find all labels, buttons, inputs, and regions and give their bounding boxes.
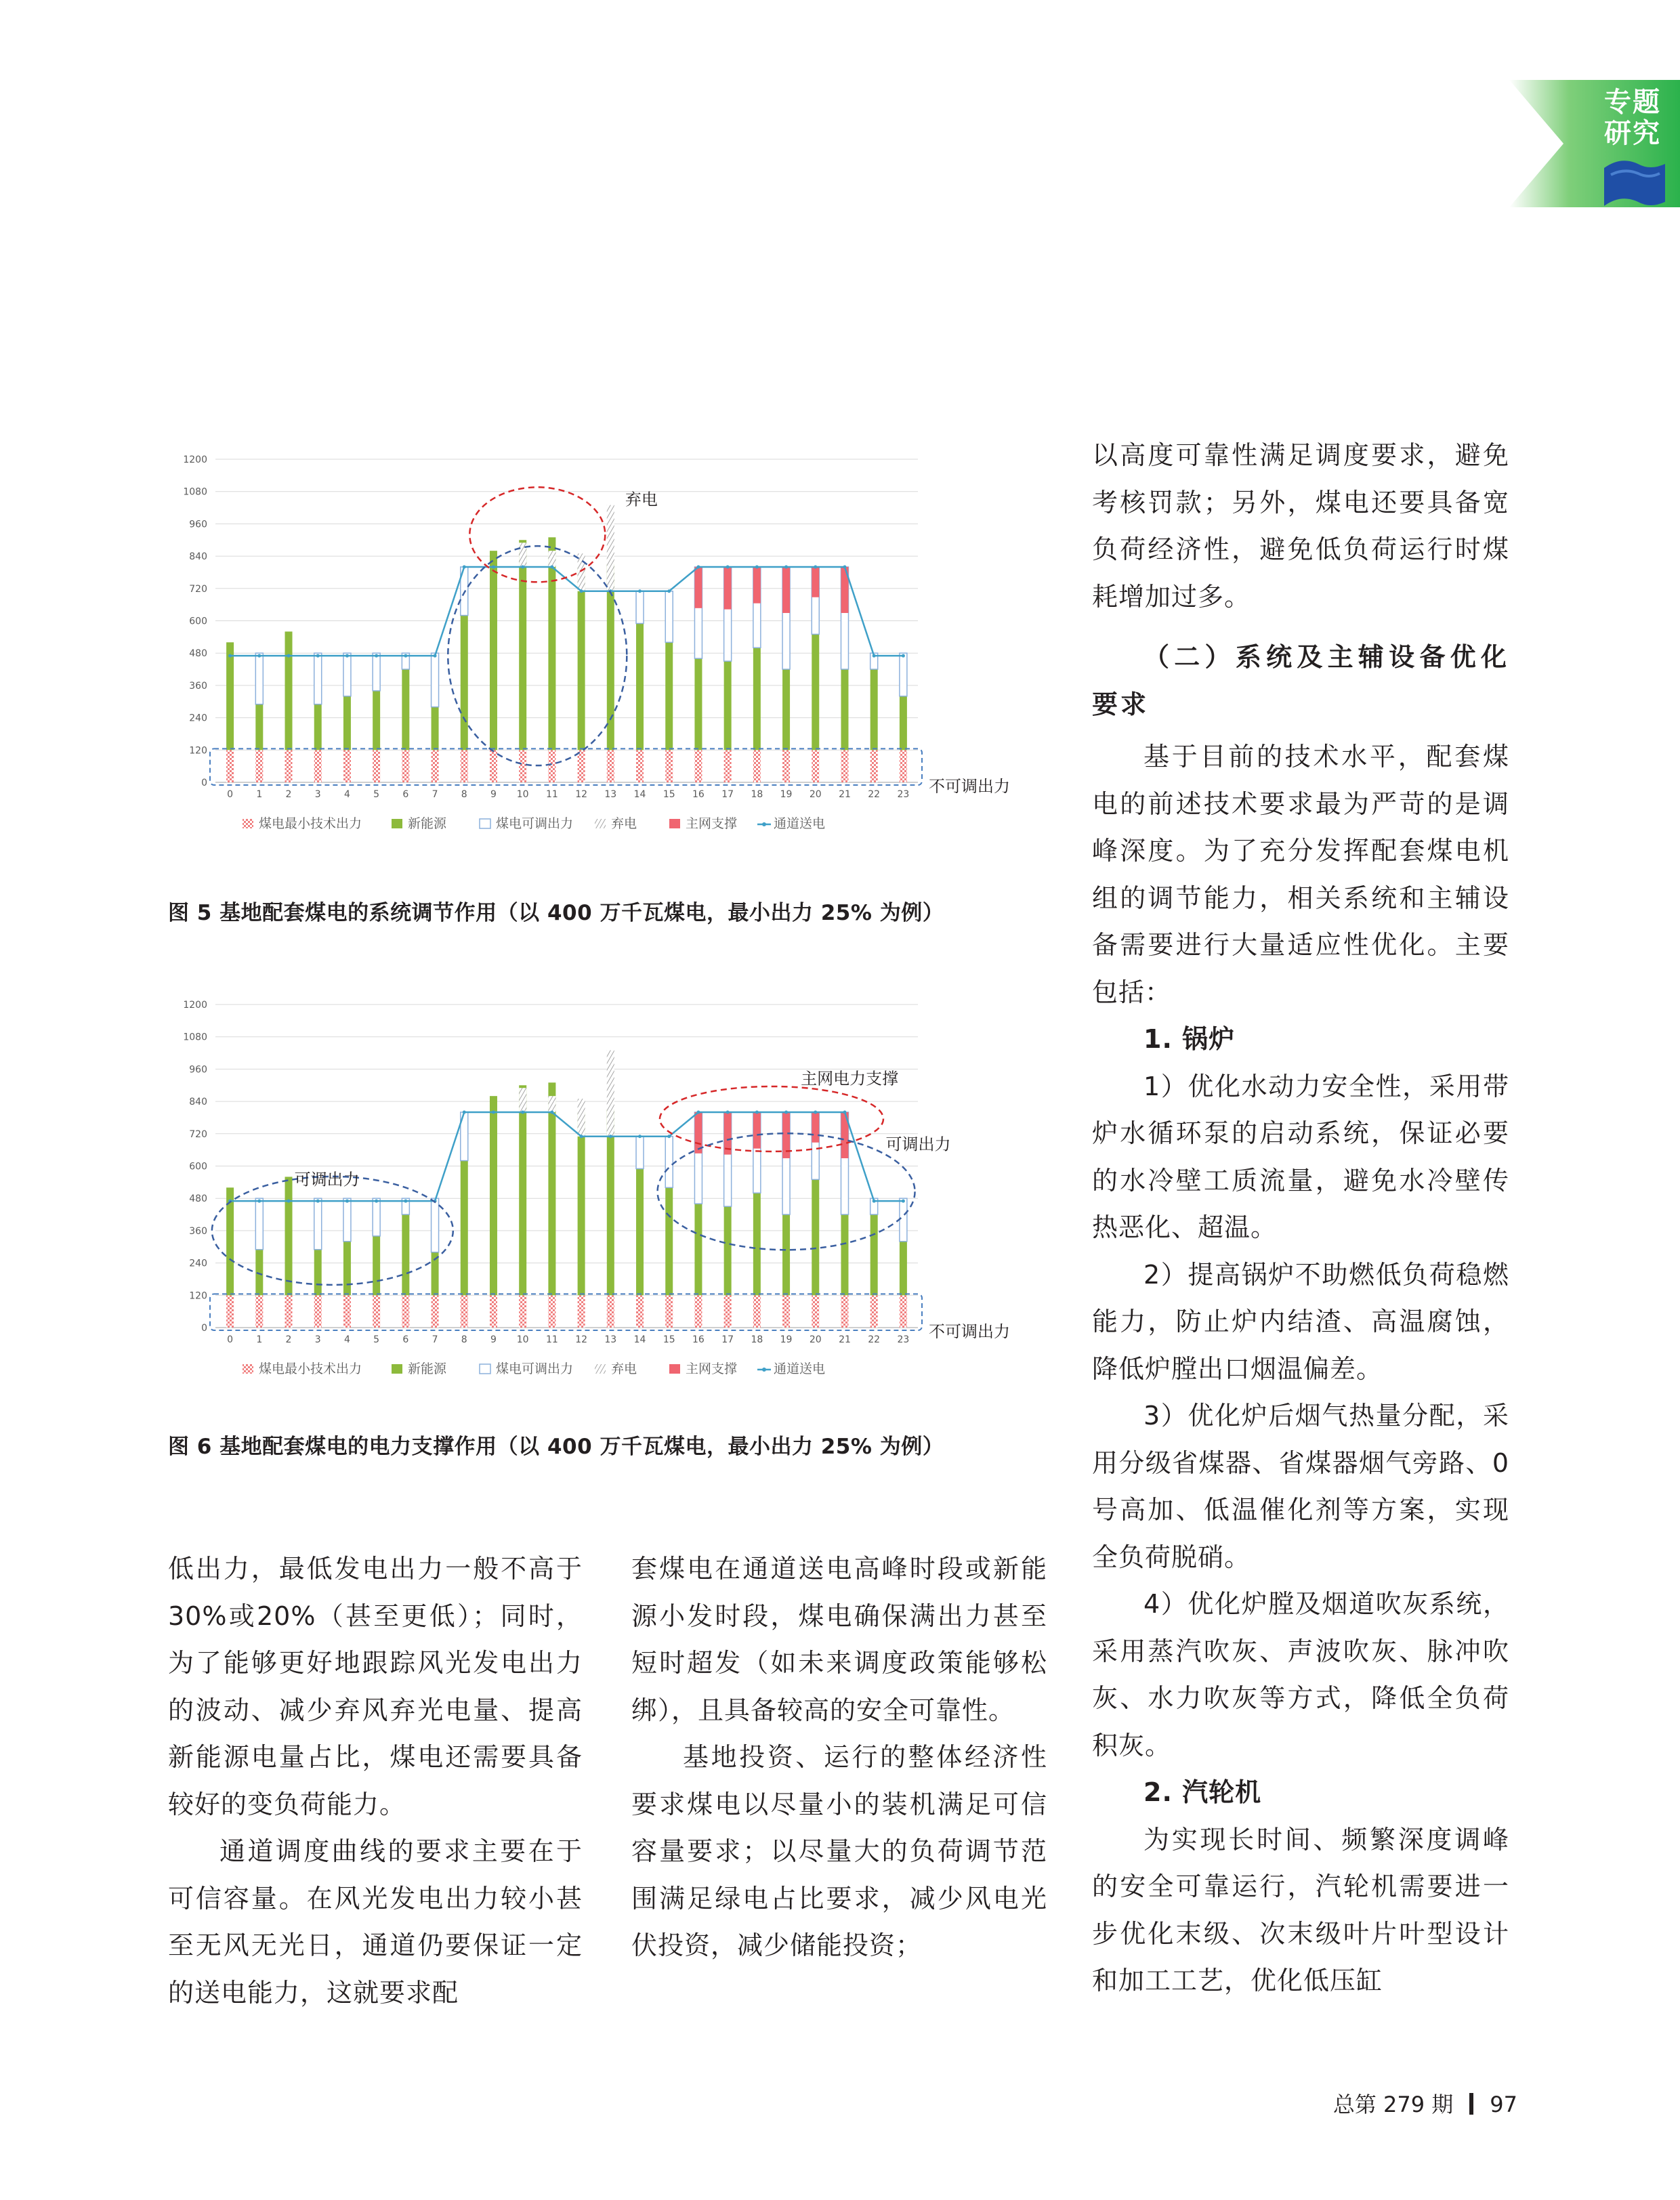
annotation-grid-support: 主网电力支撑 (801, 1069, 899, 1088)
annotation-curtailment: 弃电 (625, 490, 658, 509)
bar-adjustable (314, 1198, 322, 1250)
bar-min-output (255, 1295, 263, 1328)
paragraph: 为实现长时间、频繁深度调峰的安全可靠运行，汽轮机需要进一步优化末级、次末级叶片叶型设计和加工工艺，优化低压缸 (1092, 1824, 1509, 1995)
paragraph: 基于目前的技术水平，配套煤电的前述技术要求最为严苛的是调峰深度。为了充分发挥配套煤电机组的调节能力，相关系统和主辅设备需要进行大量适应性优化。主要包括： (1092, 742, 1509, 1007)
x-tick-label: 7 (432, 789, 438, 800)
bar-curtailment (607, 1051, 614, 1137)
y-tick-label: 840 (189, 551, 207, 563)
line-point (257, 654, 261, 658)
bar-curtailment (578, 553, 585, 591)
bar-min-output (314, 750, 322, 782)
page-footer (1333, 2088, 1517, 2119)
legend-label: 主网支撑 (686, 1361, 738, 1376)
bar-min-output (900, 750, 907, 782)
line-point (521, 1111, 524, 1114)
line-point (287, 654, 291, 658)
line-point (843, 566, 846, 569)
paragraph: 3）优化炉后烟气热量分配，采用分级省煤器、省煤器烟气旁路、0号高加、低温催化剂等方案，实现全负荷脱硝。 (1092, 1401, 1509, 1572)
x-tick-label: 15 (663, 1334, 675, 1345)
line-point (696, 566, 700, 569)
legend-swatch (595, 819, 606, 828)
y-tick-label: 360 (189, 680, 207, 692)
x-tick-label: 18 (751, 1334, 763, 1345)
x-tick-label: 20 (809, 1334, 822, 1345)
bar-min-output (753, 750, 761, 782)
bar-renewable (519, 540, 526, 750)
y-tick-label: 960 (189, 519, 207, 530)
y-tick-label: 840 (189, 1097, 207, 1108)
bar-min-output (373, 750, 380, 782)
bar-min-output (226, 1295, 234, 1328)
text-column-middle (631, 1546, 1047, 1970)
legend-swatch-point (762, 822, 766, 826)
legend-label: 弃电 (611, 816, 637, 831)
paragraph: 基地投资、运行的整体经济性要求煤电以尽量小的装机满足可信容量要求；以尽量大的负荷调节范围满足绿电占比要求，减少风电光伏投资，减少储能投资； (631, 1742, 1047, 1960)
figure-6-chart (163, 992, 1010, 1412)
x-tick-label: 22 (868, 1334, 881, 1345)
bar-adjustable (665, 591, 673, 643)
bar-min-output (490, 750, 497, 782)
x-tick-label: 12 (575, 1334, 588, 1345)
line-point (755, 566, 759, 569)
bar-renewable (373, 691, 380, 750)
bar-renewable (665, 642, 673, 750)
line-point (316, 1200, 320, 1203)
bar-renewable (314, 704, 322, 750)
bar-grid-support (753, 567, 761, 604)
x-tick-label: 1 (256, 789, 263, 800)
annotation-fixed-output: 不可调出力 (929, 1322, 1010, 1341)
bar-renewable (841, 1214, 848, 1295)
y-tick-label: 1080 (183, 486, 207, 498)
bar-renewable (314, 1250, 322, 1296)
line-point (345, 654, 349, 658)
y-tick-label: 1080 (183, 1032, 207, 1043)
bar-grid-support (753, 1112, 761, 1149)
legend-label: 通道送电 (774, 1361, 826, 1376)
bar-min-output (782, 1295, 790, 1328)
section-heading: （二）系统及主辅设备优化要求 (1092, 642, 1509, 719)
y-tick-label: 480 (189, 1193, 207, 1205)
line-point (228, 654, 232, 658)
bar-renewable (753, 648, 761, 750)
x-tick-label: 11 (545, 1334, 558, 1345)
y-tick-label: 1200 (183, 454, 207, 465)
bar-adjustable (900, 1198, 907, 1242)
line-point (814, 1111, 817, 1114)
line-point (463, 1111, 466, 1114)
bar-min-output (373, 1295, 380, 1328)
bar-adjustable (255, 1198, 263, 1250)
bar-min-output (812, 1295, 819, 1328)
line-point (550, 566, 553, 569)
bar-renewable (226, 642, 234, 750)
bar-min-output (402, 1295, 409, 1328)
series-line-channel (230, 567, 904, 656)
x-tick-label: 0 (227, 1334, 234, 1345)
legend-swatch (595, 1364, 606, 1374)
bar-renewable (812, 1179, 819, 1295)
line-point (638, 1135, 642, 1138)
x-tick-label: 3 (314, 1334, 321, 1345)
bar-renewable (578, 1112, 585, 1295)
line-point (726, 1111, 730, 1114)
y-tick-label: 120 (189, 745, 207, 757)
bar-min-output (665, 750, 673, 782)
bar-renewable (461, 1161, 468, 1296)
section-tab-label (1585, 87, 1680, 149)
bar-renewable (432, 707, 439, 750)
bar-min-output (519, 1295, 526, 1328)
bar-min-output (694, 750, 702, 782)
line-point (404, 1200, 407, 1203)
bar-adjustable (255, 653, 263, 704)
bar-min-output (900, 1295, 907, 1328)
y-tick-label: 240 (189, 713, 207, 724)
bar-min-output (548, 750, 555, 782)
line-point (784, 1111, 788, 1114)
line-point (404, 654, 407, 658)
bar-renewable (402, 669, 409, 750)
bar-min-output (636, 1295, 644, 1328)
x-tick-label: 5 (373, 1334, 380, 1345)
line-point (550, 1111, 553, 1114)
x-tick-label: 15 (663, 789, 675, 800)
line-point (580, 1135, 583, 1138)
bar-curtailment (607, 505, 614, 591)
line-point (843, 1111, 846, 1114)
line-point (345, 1200, 349, 1203)
bar-min-output (490, 1295, 497, 1328)
bar-min-output (226, 750, 234, 782)
legend-label: 弃电 (611, 1361, 637, 1376)
bar-renewable (724, 1206, 732, 1295)
bar-curtailment (578, 1099, 585, 1137)
bar-renewable (490, 551, 497, 750)
y-tick-label: 960 (189, 1064, 207, 1076)
figure-5-caption: 图 5 基地配套煤电的系统调节作用（以 400 万千瓦煤电，最小出力 25% 为例） (168, 901, 944, 925)
line-point (638, 589, 642, 593)
x-tick-label: 4 (343, 1334, 350, 1345)
y-tick-label: 0 (201, 1323, 207, 1334)
x-tick-label: 8 (461, 1334, 467, 1345)
bar-renewable (694, 1204, 702, 1295)
bar-adjustable (343, 653, 351, 696)
x-tick-label: 10 (516, 1334, 529, 1345)
bar-adjustable (373, 653, 380, 691)
x-tick-label: 9 (490, 1334, 497, 1345)
bar-min-output (255, 750, 263, 782)
annotation-adjustable-right: 可调出力 (885, 1135, 951, 1154)
legend-label: 新能源 (408, 1361, 447, 1376)
bar-curtailment (519, 1088, 526, 1112)
bar-renewable (636, 1168, 644, 1295)
subsection-heading: 2. 汽轮机 (1143, 1777, 1262, 1807)
x-tick-label: 13 (604, 789, 617, 800)
bar-min-output (841, 1295, 848, 1328)
bar-min-output (782, 750, 790, 782)
bar-min-output (285, 1295, 293, 1328)
line-point (609, 1135, 612, 1138)
x-tick-label: 4 (343, 789, 350, 800)
section-tab-line1: 专题 (1604, 87, 1661, 118)
figure-6-caption: 图 6 基地配套煤电的电力支撑作用（以 400 万千瓦煤电，最小出力 25% 为例） (168, 1435, 944, 1459)
x-tick-label: 3 (314, 789, 321, 800)
line-point (726, 566, 730, 569)
line-point (434, 654, 437, 658)
bar-grid-support (812, 1112, 819, 1143)
legend-label: 新能源 (408, 816, 447, 831)
bar-min-output (694, 1295, 702, 1328)
x-tick-label: 1 (256, 1334, 263, 1345)
y-tick-label: 720 (189, 1128, 207, 1140)
bar-renewable (812, 634, 819, 750)
bar-min-output (607, 1295, 614, 1328)
legend-swatch (669, 819, 680, 828)
bar-min-output (314, 1295, 322, 1328)
bar-curtailment (548, 1096, 555, 1112)
line-point (696, 1111, 700, 1114)
bar-min-output (432, 750, 439, 782)
annotation-fixed-output: 不可调出力 (929, 777, 1010, 796)
paragraph: 1）优化水动力安全性，采用带炉水循环泵的启动系统，保证必要的水冷壁工质流量，避免水冷壁传热恶化、超温。 (1092, 1071, 1509, 1242)
paragraph: 通道调度曲线的要求主要在于可信容量。在风光发电出力较小甚至无风无光日，通道仍要保证一定的送电能力，这就要求配 (168, 1836, 583, 2008)
x-tick-label: 7 (432, 1334, 438, 1345)
x-tick-label: 18 (751, 789, 763, 800)
y-tick-label: 600 (189, 616, 207, 627)
bar-adjustable (343, 1198, 351, 1242)
legend-swatch (669, 1364, 680, 1374)
x-tick-label: 6 (402, 1334, 409, 1345)
bar-renewable (870, 669, 878, 750)
line-point (873, 654, 876, 658)
bar-renewable (694, 658, 702, 750)
bar-renewable (870, 1214, 878, 1295)
bar-min-output (548, 1295, 555, 1328)
bar-renewable (343, 696, 351, 750)
bar-curtailment (548, 551, 555, 567)
x-tick-label: 23 (897, 1334, 910, 1345)
line-point (902, 1200, 905, 1203)
bar-renewable (753, 1193, 761, 1295)
bar-renewable (841, 669, 848, 750)
legend-label: 通道送电 (774, 816, 826, 831)
x-tick-label: 16 (692, 789, 705, 800)
bar-renewable (285, 1177, 293, 1295)
line-point (287, 1200, 291, 1203)
legend-swatch (392, 1364, 402, 1374)
y-tick-label: 1200 (183, 1000, 207, 1011)
line-point (755, 1111, 759, 1114)
bar-renewable (665, 1187, 673, 1295)
bar-renewable (636, 623, 644, 750)
legend-label: 煤电可调出力 (496, 1361, 574, 1376)
bar-grid-support (812, 567, 819, 597)
x-tick-label: 17 (721, 1334, 734, 1345)
x-tick-label: 2 (285, 789, 292, 800)
x-tick-label: 13 (604, 1334, 617, 1345)
y-tick-label: 240 (189, 1258, 207, 1269)
x-tick-label: 6 (402, 789, 409, 800)
line-point (316, 654, 320, 658)
legend-swatch (243, 1364, 253, 1374)
annotation-adjustable-left: 可调出力 (294, 1170, 360, 1189)
legend-swatch-point (762, 1368, 766, 1372)
bar-min-output (753, 1295, 761, 1328)
y-tick-label: 120 (189, 1290, 207, 1302)
subsection-heading: 1. 锅炉 (1143, 1024, 1236, 1054)
x-tick-label: 14 (633, 789, 646, 800)
x-tick-label: 11 (545, 789, 558, 800)
text-column-right (1092, 432, 1509, 2005)
bar-min-output (578, 1295, 585, 1328)
figure-5-chart (163, 447, 1010, 867)
bar-min-output (402, 750, 409, 782)
bar-adjustable (432, 653, 439, 706)
paragraph: 4）优化炉膛及烟道吹灰系统，采用蒸汽吹灰、声波吹灰、脉冲吹灰、水力吹灰等方式，降低全负荷积灰。 (1092, 1589, 1509, 1760)
section-tab-line2: 研究 (1604, 118, 1661, 149)
bar-min-output (636, 750, 644, 782)
bar-renewable (724, 661, 732, 750)
bar-renewable (900, 696, 907, 750)
line-point (257, 1200, 261, 1203)
x-tick-label: 2 (285, 1334, 292, 1345)
bar-min-output (461, 1295, 468, 1328)
line-point (580, 589, 583, 593)
line-point (492, 1111, 495, 1114)
line-point (814, 566, 817, 569)
line-point (873, 1200, 876, 1203)
bar-adjustable (665, 1137, 673, 1188)
y-tick-label: 600 (189, 1161, 207, 1172)
x-tick-label: 17 (721, 789, 734, 800)
x-tick-label: 5 (373, 789, 380, 800)
line-point (784, 566, 788, 569)
bar-renewable (285, 631, 293, 750)
highlight-ellipse-renewable-peak (448, 546, 627, 765)
x-tick-label: 22 (868, 789, 881, 800)
y-tick-label: 480 (189, 648, 207, 660)
bar-grid-support (724, 567, 732, 610)
x-tick-label: 21 (839, 789, 851, 800)
legend-label: 煤电最小技术出力 (259, 1361, 362, 1376)
bar-adjustable (314, 653, 322, 704)
legend-label: 主网支撑 (686, 816, 738, 831)
line-point (667, 589, 671, 593)
legend-label: 煤电最小技术出力 (259, 816, 362, 831)
bar-renewable (782, 1214, 790, 1295)
line-point (902, 654, 905, 658)
y-tick-label: 360 (189, 1225, 207, 1237)
bar-renewable (519, 1085, 526, 1295)
bar-renewable (578, 567, 585, 750)
line-point (375, 654, 378, 658)
bar-min-output (285, 750, 293, 782)
paragraph: 以高度可靠性满足调度要求，避免考核罚款；另外，煤电还要具备宽负荷经济性，避免低负荷运行时煤耗增加过多。 (1092, 440, 1509, 612)
bar-renewable (461, 616, 468, 750)
issue-number: 总第 279 期 (1332, 2092, 1454, 2117)
bar-min-output (665, 1295, 673, 1328)
paragraph: 低出力，最低发电出力一般不高于30%或20%（甚至更低）；同时，为了能够更好地跟踪风光发电出力的波动、减少弃风弃光电量、提高新能源电量占比，煤电还需要具备较好的变负荷能力。 (168, 1554, 583, 1819)
line-point (667, 1135, 671, 1138)
bar-renewable (402, 1214, 409, 1295)
x-tick-label: 16 (692, 1334, 705, 1345)
y-tick-label: 0 (201, 778, 207, 788)
bar-min-output (343, 750, 351, 782)
x-tick-label: 12 (575, 789, 588, 800)
legend-swatch (480, 1364, 490, 1374)
line-point (521, 566, 524, 569)
bar-renewable (373, 1236, 380, 1295)
bar-adjustable (636, 1137, 644, 1169)
bar-renewable (782, 669, 790, 750)
bar-adjustable (432, 1198, 439, 1252)
legend-swatch (243, 819, 253, 828)
bar-grid-support (782, 567, 790, 613)
bar-renewable (255, 704, 263, 750)
x-tick-label: 10 (516, 789, 529, 800)
legend-label: 煤电可调出力 (496, 816, 574, 831)
bar-min-output (461, 750, 468, 782)
bar-min-output (870, 1295, 878, 1328)
bar-grid-support (694, 567, 702, 608)
bar-min-output (841, 750, 848, 782)
bar-min-output (343, 1295, 351, 1328)
bar-min-output (519, 750, 526, 782)
page-number: 97 (1490, 2092, 1517, 2117)
line-point (492, 566, 495, 569)
bar-min-output (724, 1295, 732, 1328)
line-point (463, 566, 466, 569)
x-tick-label: 19 (780, 1334, 793, 1345)
x-tick-label: 19 (780, 789, 793, 800)
footer-divider (1469, 2093, 1473, 2115)
bar-min-output (812, 750, 819, 782)
x-tick-label: 14 (633, 1334, 646, 1345)
x-tick-label: 20 (809, 789, 822, 800)
bar-adjustable (636, 591, 644, 624)
x-tick-label: 8 (461, 789, 467, 800)
bar-renewable (343, 1242, 351, 1296)
x-tick-label: 23 (897, 789, 910, 800)
bar-min-output (432, 1295, 439, 1328)
line-point (375, 1200, 378, 1203)
bar-min-output (607, 750, 614, 782)
bar-adjustable (373, 1198, 380, 1236)
text-column-left (168, 1546, 583, 2016)
bar-adjustable (900, 653, 907, 696)
bar-min-output (870, 750, 878, 782)
legend-swatch (480, 819, 490, 828)
legend-swatch (392, 819, 402, 828)
bar-renewable (490, 1096, 497, 1295)
paragraph: 2）提高锅炉不助燃低负荷稳燃能力，防止炉内结渣、高温腐蚀，降低炉膛出口烟温偏差。 (1092, 1259, 1509, 1384)
x-tick-label: 9 (490, 789, 497, 800)
y-tick-label: 720 (189, 583, 207, 595)
bar-min-output (578, 750, 585, 782)
x-tick-label: 0 (227, 789, 234, 800)
bar-renewable (900, 1242, 907, 1296)
bar-min-output (724, 750, 732, 782)
paragraph: 套煤电在通道送电高峰时段或新能源小发时段，煤电确保满出力甚至短时超发（如未来调度政策能够松绑），且具备较高的安全可靠性。 (631, 1554, 1047, 1725)
x-tick-label: 21 (839, 1334, 851, 1345)
